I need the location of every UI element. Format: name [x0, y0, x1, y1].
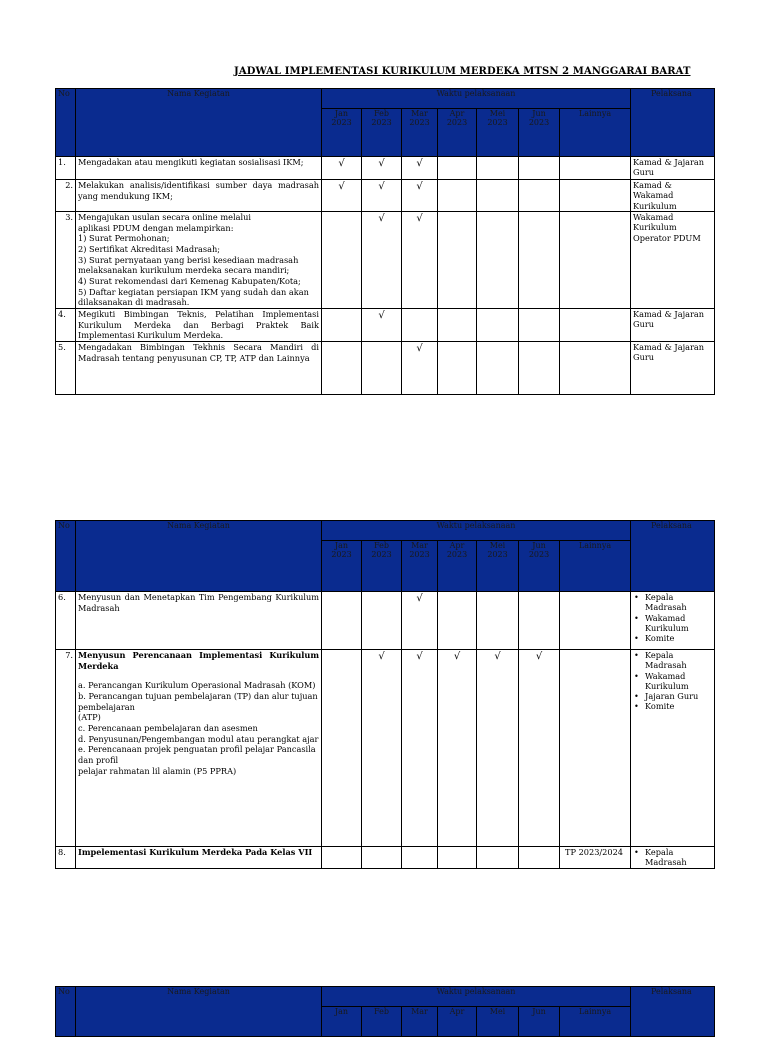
row-number: 1. — [56, 157, 76, 180]
header-no: No — [56, 89, 76, 157]
check-mark: √ — [362, 650, 402, 847]
check-mark: √ — [362, 157, 402, 180]
header-month: Mar 2023 — [402, 109, 438, 157]
pelaksana-list — [631, 592, 715, 650]
header-waktu: Waktu pelaksanaan — [322, 987, 631, 1007]
header-no: No — [56, 521, 76, 592]
header-month: Feb — [362, 1007, 402, 1037]
header-month: Apr 2023 — [438, 109, 477, 157]
check-mark: √ — [362, 180, 402, 212]
header-lainnya: Lainnya — [560, 541, 631, 592]
header-no: No — [56, 987, 76, 1037]
pelaksana-item: • Jajaran Guru — [645, 691, 712, 701]
table-row — [56, 180, 715, 212]
header-month: Mar 2023 — [402, 541, 438, 592]
header-nama-kegiatan: Nama Kegiatan — [76, 89, 322, 157]
header-month: Mei — [477, 1007, 519, 1037]
pelaksana-text: Wakamad Kurikulum Operator PDUM — [631, 212, 715, 309]
header-month: Jan 2023 — [322, 541, 362, 592]
header-lainnya: Lainnya — [560, 109, 631, 157]
header-month: Jun 2023 — [519, 109, 560, 157]
pelaksana-list — [631, 847, 715, 869]
row-number: 3. — [56, 212, 76, 309]
header-month: Mei 2023 — [477, 541, 519, 592]
row-number: 4. — [56, 309, 76, 342]
check-mark: √ — [402, 592, 438, 650]
header-month: Jan — [322, 1007, 362, 1037]
pelaksana-item: • Komite — [645, 701, 712, 711]
pelaksana-text: Kamad & Jajaran Guru — [631, 157, 715, 180]
header-month: Apr — [438, 1007, 477, 1037]
header-month: Apr 2023 — [438, 541, 477, 592]
header-lainnya: Lainnya — [560, 1007, 631, 1037]
header-nama-kegiatan: Nama Kegiatan — [76, 521, 322, 592]
schedule-table-1 — [55, 88, 715, 395]
header-waktu: Waktu pelaksanaan — [322, 521, 631, 541]
header-pelaksana: Pelaksana — [631, 987, 715, 1037]
table-row — [56, 309, 715, 342]
activity-items: a. Perancangan Kurikulum Operasional Madrasah (KOM) b. Perancangan tujuan pembelajaran (TP) dan alur tujuan pembelajaran (ATP) c. Perencanaan pembelajaran dan asesmen d. Penyusunan/Pengembangan modul atau perangkat ajar e. Perencanaan projek penguatan profil pelajar Pancasila dan profil pelajar rahmatan lil alamin (P5 PPRA) — [78, 680, 319, 776]
pelaksana-text: Kamad & Wakamad Kurikulum — [631, 180, 715, 212]
header-pelaksana: Pelaksana — [631, 89, 715, 157]
activity-text: Impelementasi Kurikulum Merdeka Pada Kelas VII — [76, 847, 322, 869]
header-month: Jan 2023 — [322, 109, 362, 157]
table-row — [56, 847, 715, 869]
header-pelaksana: Pelaksana — [631, 521, 715, 592]
activity-text: Melakukan analisis/identifikasi sumber daya madrasah yang mendukung IKM; — [76, 180, 322, 212]
row-number: 7. — [56, 650, 76, 847]
check-mark: √ — [477, 650, 519, 847]
row-number: 8. — [56, 847, 76, 869]
check-mark: √ — [322, 157, 362, 180]
pelaksana-item: • Komite — [645, 633, 712, 643]
row-number: 6. — [56, 592, 76, 650]
activity-text: Menyusun dan Menetapkan Tim Pengembang Kurikulum Madrasah — [76, 592, 322, 650]
lainnya-value: TP 2023/2024 — [560, 847, 631, 869]
header-nama-kegiatan: Nama Kegiatan — [76, 987, 322, 1037]
table-row — [56, 212, 715, 309]
row-number: 5. — [56, 341, 76, 394]
pelaksana-item: • Kepala Madrasah — [645, 592, 712, 613]
activity-title: Menyusun Perencanaan Implementasi Kurikulum Merdeka — [78, 650, 319, 671]
check-mark: √ — [402, 180, 438, 212]
check-mark: √ — [322, 180, 362, 212]
activity-text: Mengadakan atau mengikuti kegiatan sosialisasi IKM; — [76, 157, 322, 180]
document-title: JADWAL IMPLEMENTASI KURIKULUM MERDEKA MTSN 2 MANGGARAI BARAT — [234, 66, 691, 77]
check-mark: √ — [402, 212, 438, 309]
pelaksana-text: Kamad & Jajaran Guru — [631, 341, 715, 394]
check-mark: √ — [362, 212, 402, 309]
schedule-table-3 — [55, 986, 715, 1037]
pelaksana-item: • Kepala Madrasah — [645, 847, 712, 868]
header-month: Feb 2023 — [362, 109, 402, 157]
check-mark: √ — [362, 309, 402, 342]
header-month: Mei 2023 — [477, 109, 519, 157]
pelaksana-list — [631, 650, 715, 847]
table-row — [56, 157, 715, 180]
activity-text: Mengadakan Bimbingan Tekhnis Secara Mandiri di Madrasah tentang penyusunan CP, TP, ATP dan Lainnya — [76, 341, 322, 394]
row-number: 2. — [56, 180, 76, 212]
pelaksana-item: • Wakamad Kurikulum — [645, 671, 712, 692]
header-month: Jun — [519, 1007, 560, 1037]
check-mark: √ — [402, 157, 438, 180]
pelaksana-item: • Kepala Madrasah — [645, 650, 712, 671]
check-mark: √ — [402, 341, 438, 394]
activity-text: Mengajukan usulan secara online melalui aplikasi PDUM dengan melampirkan: 1) Surat Permohonan; 2) Sertifikat Akreditasi Madrasah; 3) Surat pernyataan yang berisi kesediaan madrasah melaksanakan kurikulum merdeka secara mandiri; 4) Surat rekomendasi dari Kemenag Kabupaten/Kota; 5) Daftar kegiatan persiapan IKM yang sudah dan akan dilaksanakan di madrasah. — [76, 212, 322, 309]
table-row — [56, 592, 715, 650]
activity-text: Megikuti Bimbingan Teknis, Pelatihan Implementasi Kurikulum Merdeka dan Berbagi Praktek Baik Implementasi Kurikulum Merdeka. — [76, 309, 322, 342]
header-waktu: Waktu pelaksanaan — [322, 89, 631, 109]
table-row — [56, 341, 715, 394]
header-month: Mar — [402, 1007, 438, 1037]
check-mark: √ — [402, 650, 438, 847]
pelaksana-item: • Wakamad Kurikulum — [645, 613, 712, 634]
table-row — [56, 650, 715, 847]
check-mark: √ — [519, 650, 560, 847]
pelaksana-text: Kamad & Jajaran Guru — [631, 309, 715, 342]
activity-cell — [76, 650, 322, 847]
check-mark: √ — [438, 650, 477, 847]
header-month: Jun 2023 — [519, 541, 560, 592]
header-month: Feb 2023 — [362, 541, 402, 592]
schedule-table-2 — [55, 520, 715, 869]
